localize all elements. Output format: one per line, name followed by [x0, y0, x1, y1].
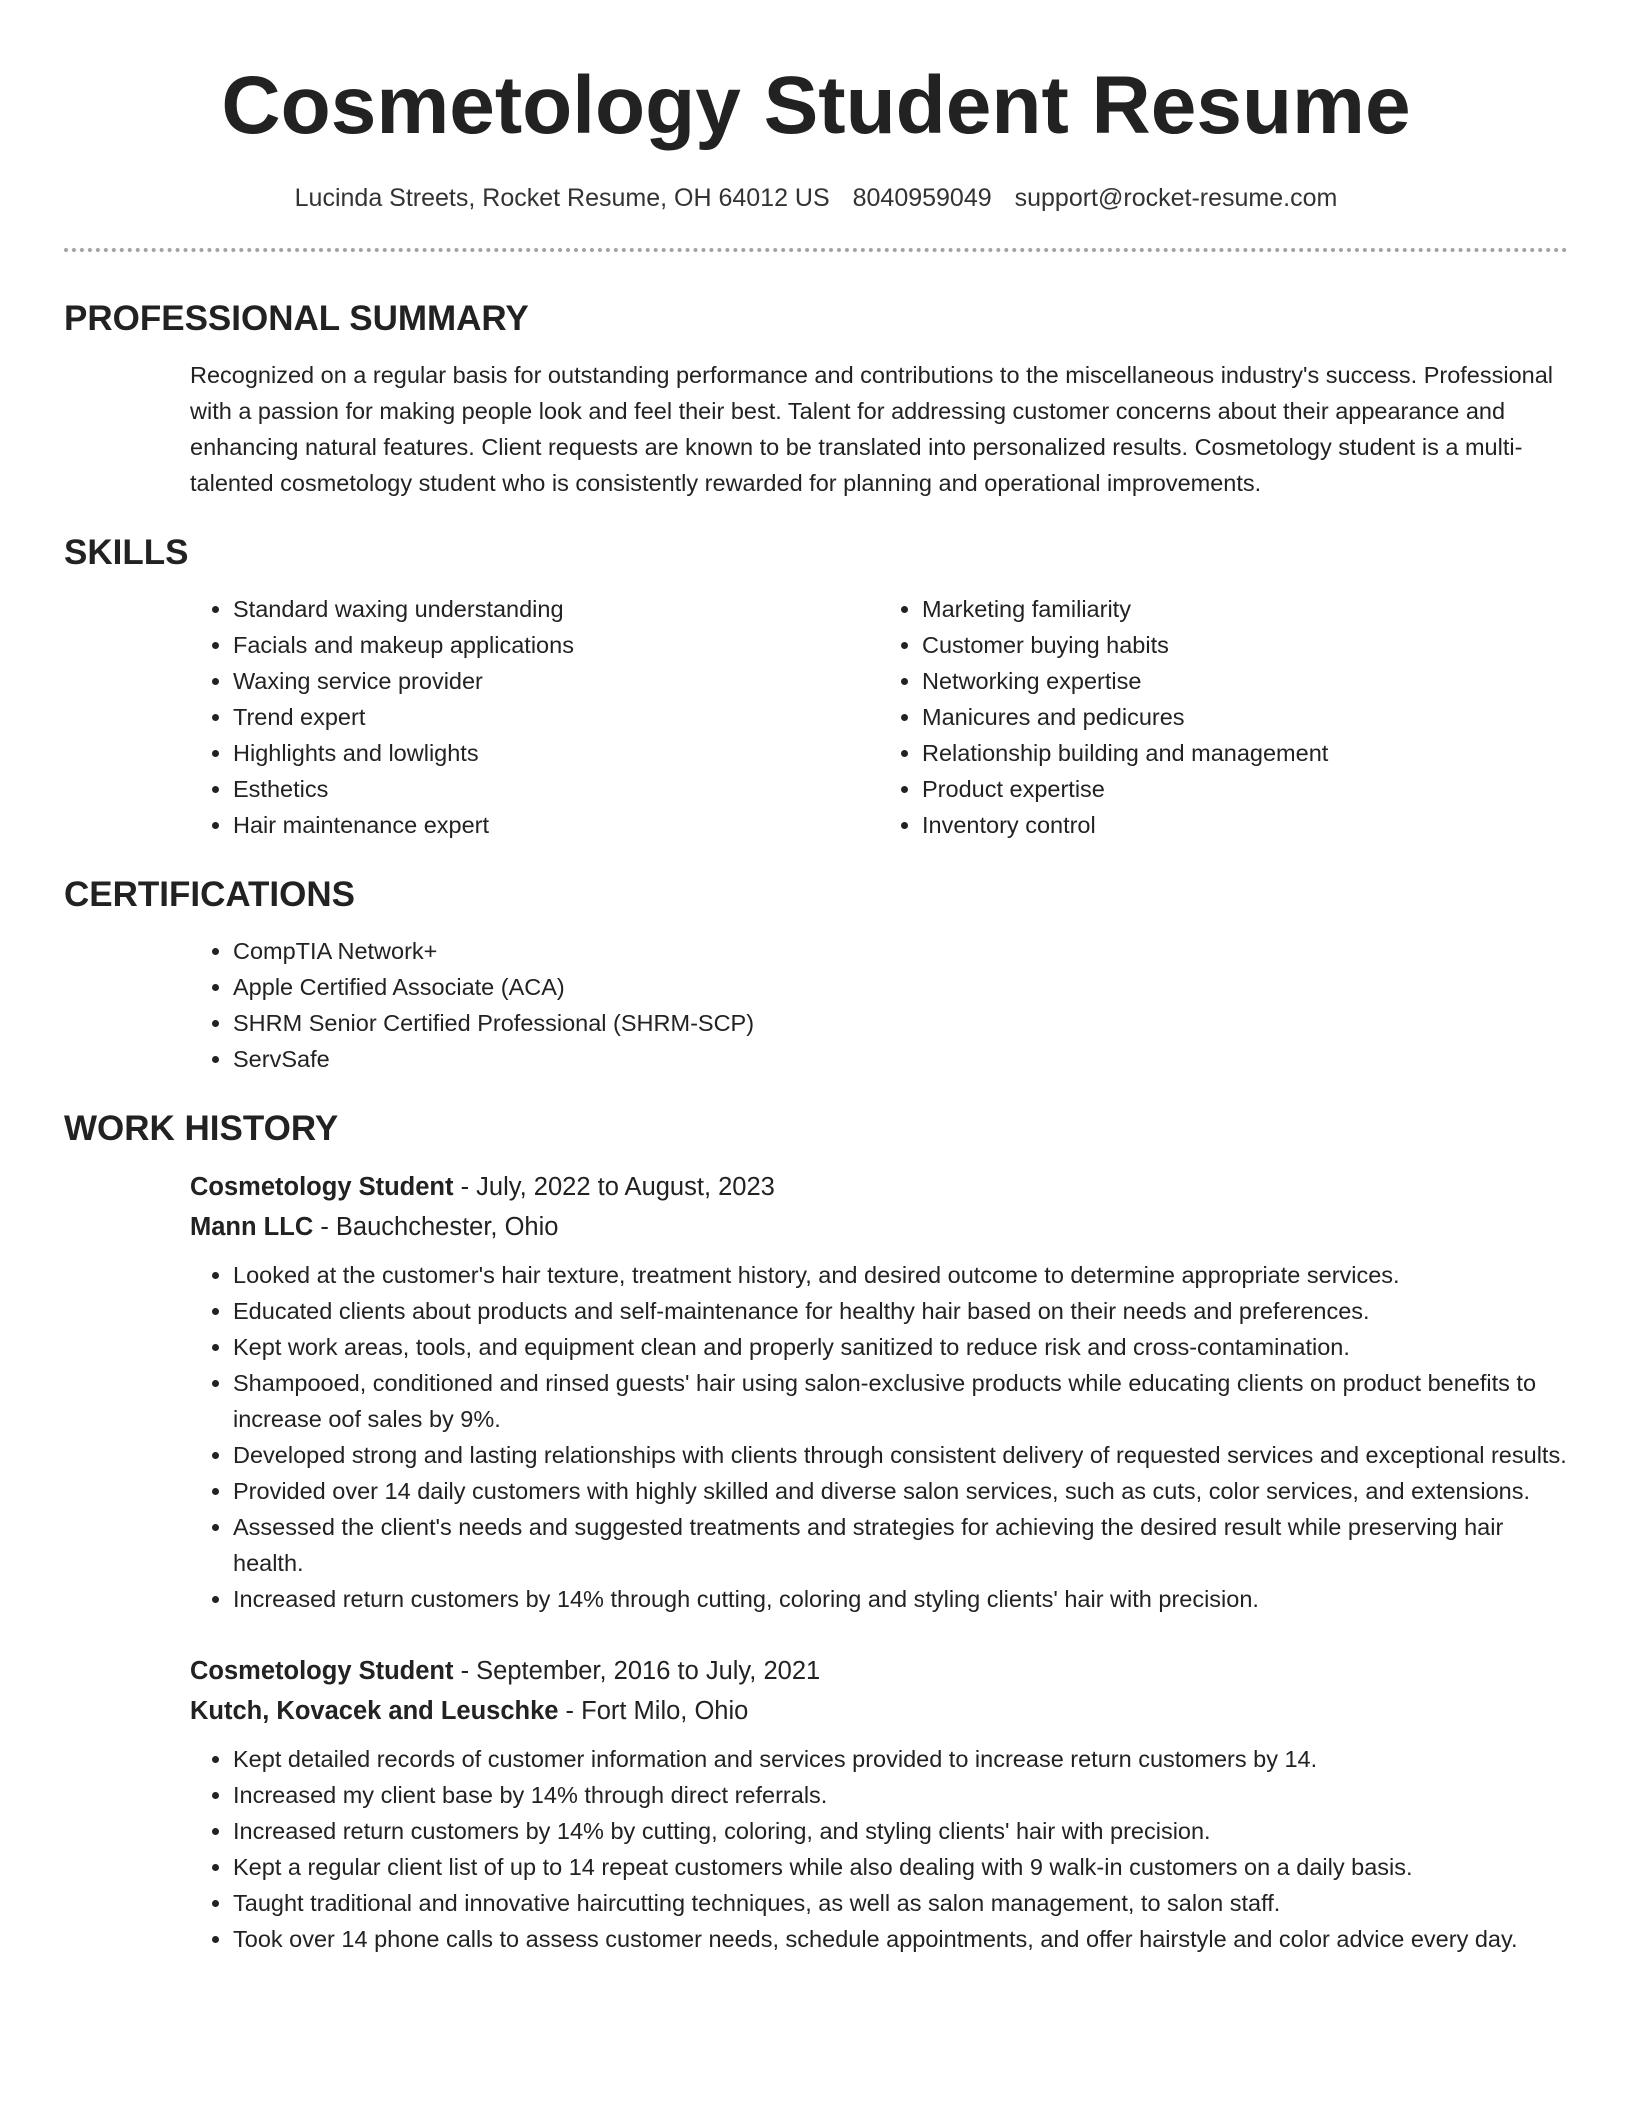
- skills-right-list: [879, 591, 1568, 843]
- job-bullet: • Increased my client base by 14% through direct referrals.: [233, 1777, 1568, 1813]
- skill-item: • Waxing service provider: [233, 663, 879, 699]
- job-location: - Bauchchester, Ohio: [313, 1213, 559, 1241]
- skills-left-list: [190, 591, 879, 843]
- job-company-line: [190, 1691, 1568, 1731]
- certification-item: • Apple Certified Associate (ACA): [233, 969, 1568, 1005]
- job-company: Kutch, Kovacek and Leuschke: [190, 1697, 559, 1725]
- job-bullet: • Increased return customers by 14% by cutting, coloring, and styling clients' hair with precision.: [233, 1813, 1568, 1849]
- skill-item: • Inventory control: [922, 807, 1568, 843]
- job-company: Mann LLC: [190, 1213, 314, 1241]
- job-dates: - September, 2016 to July, 2021: [453, 1657, 821, 1685]
- summary-text: Recognized on a regular basis for outstanding performance and contributions to the miscellaneous industry's success. Professional with a passion for making people look and feel their best. Talent for addressing customer concerns about their appearance and enhancing natural features. Client requests are known to be translated into personalized results. Cosmetology student is a multi-talented cosmetology student who is consistently rewarded for planning and operational improvements.: [190, 362, 1554, 496]
- job-bullet: • Took over 14 phone calls to assess customer needs, schedule appointments, and offer hairstyle and color advice every day.: [233, 1921, 1568, 1957]
- certifications-heading: CERTIFICATIONS: [64, 875, 356, 914]
- job-bullet: • Looked at the customer's hair texture, treatment history, and desired outcome to determine appropriate services.: [233, 1257, 1568, 1293]
- skill-item: • Manicures and pedicures: [922, 699, 1568, 735]
- job-bullet: • Educated clients about products and self-maintenance for healthy hair based on their needs and preferences.: [233, 1293, 1568, 1329]
- contact-phone: 8040959049: [852, 184, 992, 212]
- job-location: - Fort Milo, Ohio: [558, 1697, 749, 1725]
- job-bullet-list: [190, 1257, 1568, 1617]
- job-bullet: • Developed strong and lasting relationships with clients through consistent delivery of requested services and exceptional results.: [233, 1437, 1568, 1473]
- skill-item: • Hair maintenance expert: [233, 807, 879, 843]
- contact-line: [64, 182, 1568, 214]
- certification-item: • SHRM Senior Certified Professional (SHRM-SCP): [233, 1005, 1568, 1041]
- contact-email[interactable]: support@rocket-resume.com: [1014, 184, 1338, 212]
- skill-item: • Esthetics: [233, 771, 879, 807]
- certification-item: • ServSafe: [233, 1041, 1568, 1077]
- contact-address: Lucinda Streets, Rocket Resume, OH 64012 US: [294, 184, 830, 212]
- skill-item: • Marketing familiarity: [922, 591, 1568, 627]
- job-company-line: [190, 1207, 1568, 1247]
- work-section: [190, 1167, 1568, 1957]
- job-bullet: • Taught traditional and innovative haircutting techniques, as well as salon management, to salon staff.: [233, 1885, 1568, 1921]
- job-title: Cosmetology Student: [190, 1173, 454, 1201]
- skill-item: • Networking expertise: [922, 663, 1568, 699]
- skills-section: [190, 591, 1568, 843]
- job-bullet: • Kept a regular client list of up to 14 repeat customers while also dealing with 9 walk-in customers on a daily basis.: [233, 1849, 1568, 1885]
- certifications-list: [190, 933, 1568, 1077]
- job-bullet: • Kept work areas, tools, and equipment clean and properly sanitized to reduce risk and cross-contamination.: [233, 1329, 1568, 1365]
- skill-item: • Relationship building and management: [922, 735, 1568, 771]
- job-entry: [190, 1167, 1568, 1617]
- job-bullet-list: [190, 1741, 1568, 1957]
- job-bullet: • Shampooed, conditioned and rinsed guests' hair using salon-exclusive products while educating clients on product benefits to increase oof sales by 9%.: [233, 1365, 1568, 1437]
- certification-item: • CompTIA Network+: [233, 933, 1568, 969]
- work-heading: WORK HISTORY: [64, 1109, 339, 1148]
- skill-item: • Product expertise: [922, 771, 1568, 807]
- skill-item: • Standard waxing understanding: [233, 591, 879, 627]
- skills-heading: SKILLS: [64, 533, 189, 572]
- job-title: Cosmetology Student: [190, 1657, 454, 1685]
- job-title-line: [190, 1651, 1568, 1691]
- resume-title: Cosmetology Student Resume: [221, 60, 1411, 151]
- job-dates: - July, 2022 to August, 2023: [453, 1173, 775, 1201]
- summary-heading: PROFESSIONAL SUMMARY: [64, 299, 529, 338]
- skill-item: • Trend expert: [233, 699, 879, 735]
- job-bullet: • Provided over 14 daily customers with highly skilled and diverse salon services, such as cuts, color services, and extensions.: [233, 1473, 1568, 1509]
- job-title-line: [190, 1167, 1568, 1207]
- skill-item: • Highlights and lowlights: [233, 735, 879, 771]
- summary-section: [190, 357, 1568, 501]
- job-entry: [190, 1651, 1568, 1957]
- skill-item: • Facials and makeup applications: [233, 627, 879, 663]
- job-bullet: • Kept detailed records of customer information and services provided to increase return customers by 14.: [233, 1741, 1568, 1777]
- job-bullet: • Increased return customers by 14% through cutting, coloring and styling clients' hair with precision.: [233, 1581, 1568, 1617]
- skill-item: • Customer buying habits: [922, 627, 1568, 663]
- certifications-section: [190, 933, 1568, 1077]
- header-divider: [64, 248, 1568, 252]
- job-bullet: • Assessed the client's needs and suggested treatments and strategies for achieving the desired result while preserving hair health.: [233, 1509, 1568, 1581]
